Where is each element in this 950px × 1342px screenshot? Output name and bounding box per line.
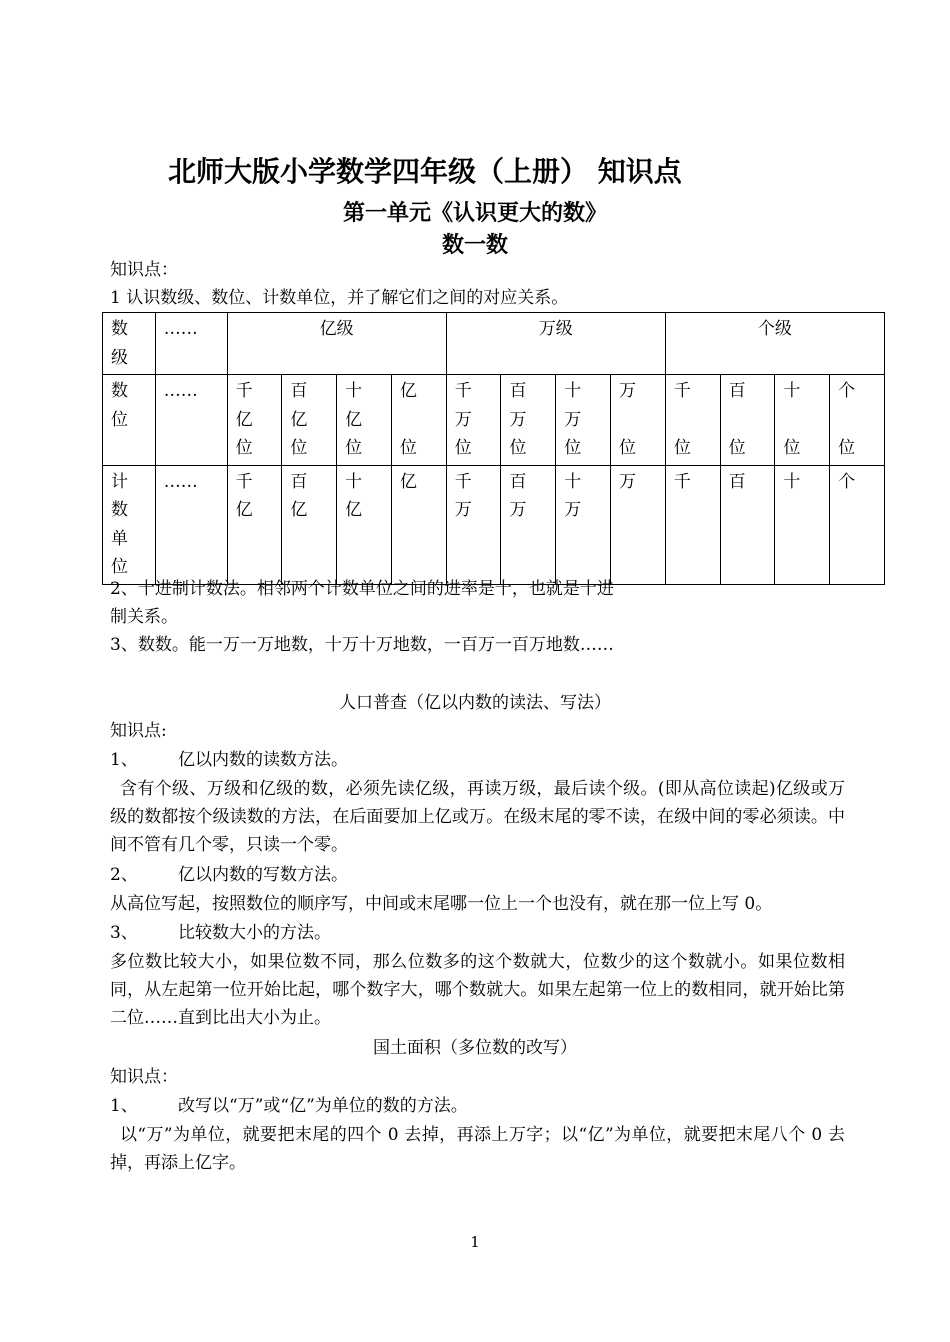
- census-item-3-body: 多位数比较大小，如果位数不同，那么位数多的这个数就大，位数少的这个数就小。如果位数相同，从左起第一位开始比起，哪个数字大，哪个数就大。如果左起第一位上的数相同，就开始比第二位……直到比出大小为止。: [110, 952, 845, 1028]
- area-item-1: 1、 改写以“万”或“亿”为单位的数的方法。: [110, 1096, 468, 1116]
- place-cell: 亿 位: [391, 375, 446, 466]
- place-cell: 十 万 位: [556, 375, 611, 466]
- row-header-unit: 计 数 单 位: [103, 465, 156, 584]
- census-heading: 人口普查（亿以内数的读法、写法）: [339, 693, 611, 713]
- place-cell: 百 万 位: [501, 375, 556, 466]
- place-cell: 个 位: [830, 375, 885, 466]
- unit-cell: 百: [720, 465, 775, 584]
- ellipsis-cell: ……: [155, 375, 227, 466]
- row-header-place: 数 位: [103, 375, 156, 466]
- knowledge-label-1: 知识点：: [110, 260, 178, 280]
- unit-cell: 十: [775, 465, 830, 584]
- row-place: [103, 375, 885, 466]
- unit-cell: 千: [665, 465, 720, 584]
- place-cell: 百 亿 位: [282, 375, 337, 466]
- census-item-1: 1、 亿以内数的读数方法。: [110, 750, 348, 770]
- census-item-2: 2、 亿以内数的写数方法。: [110, 865, 348, 885]
- ellipsis-cell: ……: [155, 465, 227, 584]
- place-cell: 千 亿 位: [227, 375, 282, 466]
- area-item-1-body: 以“万”为单位，就要把末尾的四个 0 去掉，再添上万字；以“亿”为单位，就要把末尾八个 0 去掉，再添上亿字。: [110, 1125, 845, 1173]
- point-3: 3、数数。能一万一万地数，十万十万地数，一百万一百万地数……: [110, 635, 614, 655]
- unit-title: 第一单元《认识更大的数》: [342, 200, 607, 226]
- knowledge-label-2: 知识点:: [110, 721, 167, 741]
- section-title: 数一数: [441, 232, 508, 258]
- point-2a: 2、十进制计数法。相邻两个计数单位之间的进率是十，也就是十进: [110, 579, 614, 599]
- census-item-2-body: 从高位写起，按照数位的顺序写，中间或末尾哪一位上一个也没有，就在那一位上写 0。: [110, 894, 773, 914]
- place-cell: 百 位: [720, 375, 775, 466]
- point-2b: 制关系。: [110, 607, 178, 627]
- area-heading: 国土面积（多位数的改写）: [373, 1038, 577, 1058]
- unit-cell: 亿: [391, 465, 446, 584]
- place-cell: 十 亿 位: [337, 375, 392, 466]
- place-cell: 千 位: [665, 375, 720, 466]
- point-1: 1 认识数级、数位、计数单位，并了解它们之间的对应关系。: [110, 288, 569, 308]
- unit-cell: 百 万: [501, 465, 556, 584]
- unit-cell: 个: [830, 465, 885, 584]
- unit-cell: 千 万: [446, 465, 501, 584]
- document-title: 北师大版小学数学四年级（上册） 知识点: [168, 155, 682, 188]
- row-header-period: 数 级: [103, 313, 156, 375]
- place-value-table: [102, 312, 885, 585]
- unit-cell: 万: [611, 465, 666, 584]
- place-cell: 千 万 位: [446, 375, 501, 466]
- place-cell: 十 位: [775, 375, 830, 466]
- ellipsis-cell: ……: [155, 313, 227, 375]
- unit-cell: 千 亿: [227, 465, 282, 584]
- unit-cell: 十 万: [556, 465, 611, 584]
- row-unit: [103, 465, 885, 584]
- page-number: 1: [470, 1233, 480, 1251]
- census-item-3: 3、 比较数大小的方法。: [110, 923, 331, 943]
- group-ge: 个级: [665, 313, 884, 375]
- unit-cell: 十 亿: [337, 465, 392, 584]
- row-period: [103, 313, 885, 375]
- knowledge-label-3: 知识点：: [110, 1067, 178, 1087]
- group-yi: 亿级: [227, 313, 446, 375]
- group-wan: 万级: [446, 313, 665, 375]
- unit-cell: 百 亿: [282, 465, 337, 584]
- census-item-1-body: 含有个级、万级和亿级的数，必须先读亿级，再读万级，最后读个级。(即从高位读起)亿级或万级的数都按个级读数的方法，在后面要加上亿或万。在级末尾的零不读，在级中间的零必须读。中间不管有几个零，只读一个零。: [110, 779, 845, 855]
- place-cell: 万 位: [611, 375, 666, 466]
